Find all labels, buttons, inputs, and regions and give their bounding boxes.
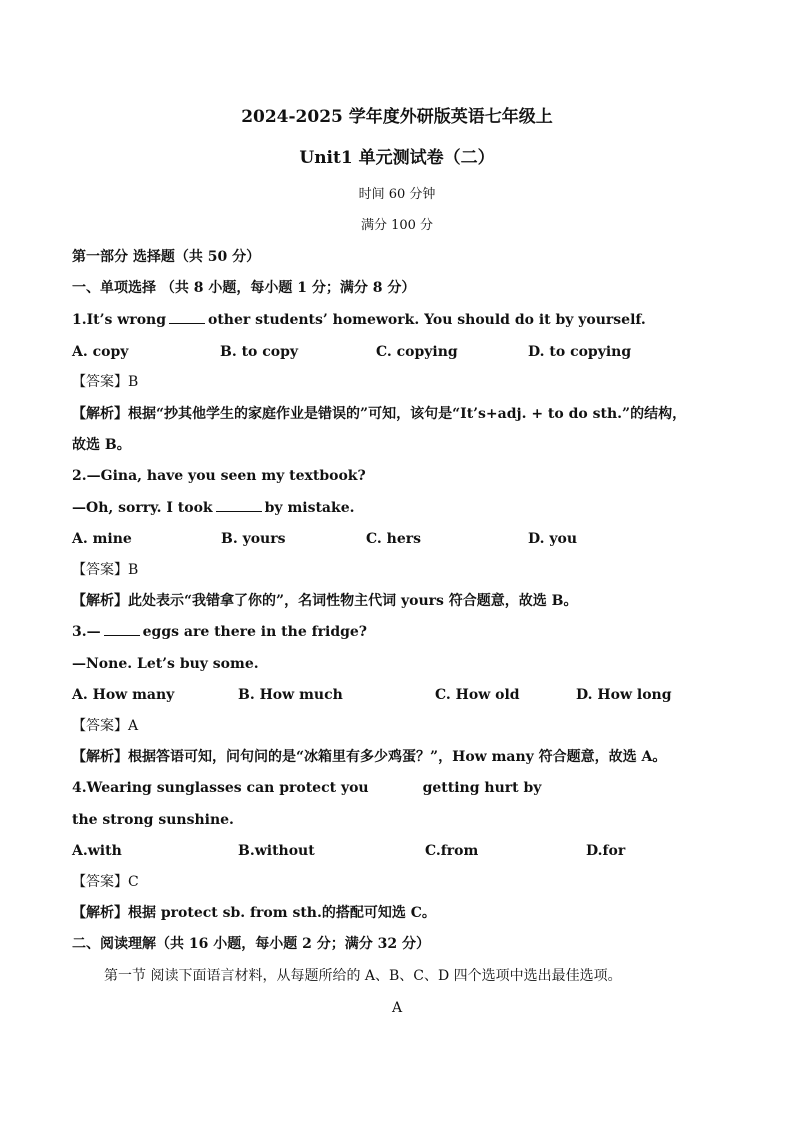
passage-label: A bbox=[391, 1000, 403, 1016]
q3-option-d: D. How long bbox=[576, 687, 672, 703]
question-4-line-2: the strong sunshine. bbox=[72, 812, 234, 828]
q2-answer: 【答案】B bbox=[72, 562, 139, 578]
q2-analysis: 【解析】此处表示“我错拿了你的”，名词性物主代词 yours 符合题意，故选 B。 bbox=[72, 593, 578, 609]
question-3-line-1 bbox=[72, 622, 367, 642]
q2-option-d: D. you bbox=[528, 531, 578, 547]
q1-option-a: A. copy bbox=[72, 344, 129, 360]
question-3-line-2: —None. Let’s buy some. bbox=[72, 656, 259, 672]
question-3-line-1-start: 3.— bbox=[72, 624, 101, 640]
question-3-line-1-end: eggs are there in the fridge? bbox=[142, 624, 368, 640]
part1-heading: 第一部分 选择题（共 50 分） bbox=[72, 249, 261, 265]
answer-blank bbox=[216, 498, 262, 512]
q3-option-a: A. How many bbox=[72, 687, 175, 703]
q1-answer: 【答案】B bbox=[72, 374, 139, 390]
section1-heading: 一、单项选择 （共 8 小题，每小题 1 分；满分 8 分） bbox=[72, 280, 416, 296]
q1-analysis: 【解析】根据“抄其他学生的家庭作业是错误的”可知，该句是“It’s+adj. + to do sth.”的结构， bbox=[72, 406, 687, 422]
q1-option-b: B. to copy bbox=[220, 344, 299, 360]
q1-analysis-cont: 故选 B。 bbox=[72, 437, 131, 453]
answer-blank bbox=[104, 622, 140, 636]
q4-analysis: 【解析】根据 protect sb. from sth.的搭配可知选 C。 bbox=[72, 905, 436, 921]
q3-analysis: 【解析】根据答语可知，问句问的是“冰箱里有多少鸡蛋？”，How many 符合题意，故选 A。 bbox=[72, 749, 667, 765]
q4-option-a: A.with bbox=[72, 843, 122, 859]
question-1-stem-end: other students’ homework. You should do it by yourself. bbox=[208, 312, 646, 328]
q2-option-a: A. mine bbox=[72, 531, 132, 547]
exam-score: 满分 100 分 bbox=[360, 218, 434, 233]
exam-title: 2024-2025 学年度外研版英语七年级上 bbox=[241, 107, 553, 127]
answer-blank bbox=[372, 779, 420, 792]
exam-time: 时间 60 分钟 bbox=[358, 187, 436, 202]
section2-heading: 二、阅读理解（共 16 小题，每小题 2 分；满分 32 分） bbox=[72, 936, 430, 952]
q1-option-d: D. to copying bbox=[528, 344, 632, 360]
q2-option-c: C. hers bbox=[366, 531, 421, 547]
q1-option-c: C. copying bbox=[376, 344, 458, 360]
question-1-stem bbox=[72, 310, 646, 330]
q4-option-c: C.from bbox=[425, 843, 479, 859]
question-1-stem-start: 1.It’s wrong bbox=[72, 312, 166, 328]
answer-blank bbox=[169, 310, 205, 324]
question-4-line-1-start: 4.Wearing sunglasses can protect you bbox=[72, 780, 369, 796]
question-2-line-1: 2.—Gina, have you seen my textbook? bbox=[72, 468, 366, 484]
exam-subtitle: Unit1 单元测试卷（二） bbox=[299, 148, 495, 168]
question-4-line-1-end: getting hurt by bbox=[422, 780, 542, 796]
question-2-line-2-start: —Oh, sorry. I took bbox=[72, 500, 213, 516]
q3-option-b: B. How much bbox=[238, 687, 343, 703]
q3-option-c: C. How old bbox=[435, 687, 520, 703]
q4-option-d: D.for bbox=[586, 843, 626, 859]
q2-option-b: B. yours bbox=[221, 531, 286, 547]
question-2-line-2-end: by mistake. bbox=[264, 500, 355, 516]
q4-option-b: B.without bbox=[238, 843, 315, 859]
q4-answer: 【答案】C bbox=[72, 874, 139, 890]
q3-answer: 【答案】A bbox=[72, 718, 139, 734]
question-2-line-2 bbox=[72, 498, 354, 518]
section2-instruction: 第一节 阅读下面语言材料，从每题所给的 A、B、C、D 四个选项中选出最佳选项。 bbox=[104, 968, 622, 984]
question-4-line-1 bbox=[72, 778, 541, 798]
